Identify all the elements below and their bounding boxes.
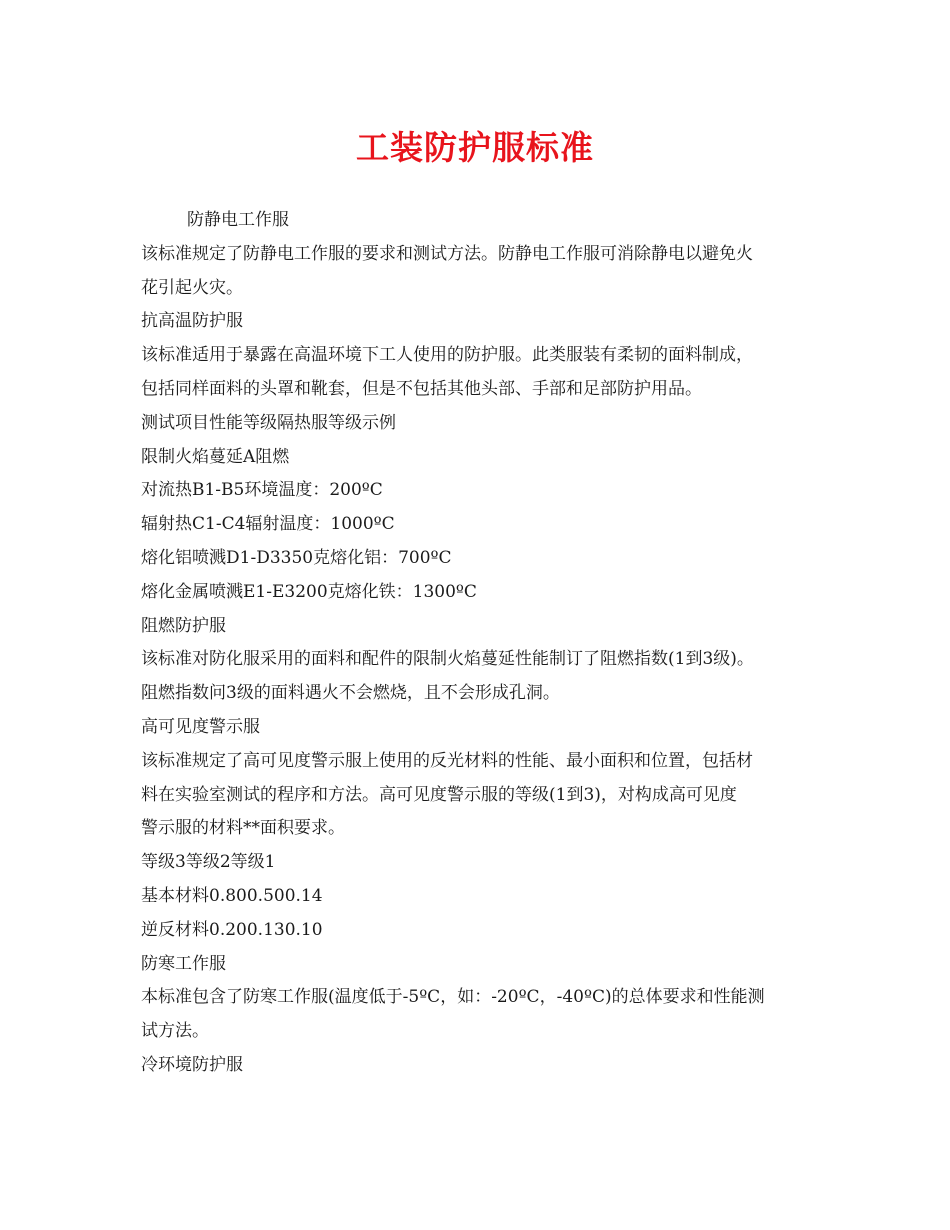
- paragraph-line: 阻燃指数问3级的面料遇火不会燃烧，且不会形成孔洞。: [141, 683, 560, 704]
- table-row-line: 熔化金属喷溅E1-E3200克熔化铁：1300ºC: [141, 581, 477, 602]
- paragraph-line: 料在实验室测试的程序和方法。高可见度警示服的等级(1到3)，对构成高可见度: [141, 784, 737, 805]
- table-row-line: 逆反材料0.200.130.10: [141, 919, 323, 940]
- section-heading: 抗高温防护服: [141, 311, 243, 332]
- paragraph-line: 花引起火灾。: [141, 277, 243, 298]
- paragraph-line: 该标准适用于暴露在高温环境下工人使用的防护服。此类服装有柔韧的面料制成，: [141, 345, 753, 366]
- section-heading: 冷环境防护服: [141, 1054, 243, 1075]
- section-heading: 阻燃防护服: [141, 615, 226, 636]
- table-row-line: 限制火焰蔓延A阻燃: [141, 446, 290, 467]
- paragraph-line: 该标准规定了高可见度警示服上使用的反光材料的性能、最小面积和位置，包括材: [141, 750, 753, 771]
- table-header-line: 等级3等级2等级1: [141, 852, 276, 873]
- paragraph-line: 警示服的材料**面积要求。: [141, 818, 345, 839]
- section-heading: 防静电工作服: [187, 210, 289, 230]
- paragraph-line: 该标准对防化服采用的面料和配件的限制火焰蔓延性能制订了阻燃指数(1到3级)。: [141, 649, 754, 670]
- table-row-line: 对流热B1-B5环境温度：200ºC: [141, 480, 383, 501]
- section-heading: 高可见度警示服: [141, 716, 260, 737]
- paragraph-line: 试方法。: [141, 1021, 209, 1042]
- table-header-line: 测试项目性能等级隔热服等级示例: [141, 412, 396, 433]
- document-body: [141, 204, 841, 1083]
- paragraph-line: 本标准包含了防寒工作服(温度低于-5ºC，如：-20ºC，-40ºC)的总体要求和性能测: [141, 987, 765, 1008]
- paragraph-line: 包括同样面料的头罩和靴套，但是不包括其他头部、手部和足部防护用品。: [141, 378, 702, 399]
- table-row-line: 辐射热C1-C4辐射温度：1000ºC: [141, 514, 395, 535]
- table-row-line: 基本材料0.800.500.14: [141, 885, 323, 906]
- table-row-line: 熔化铝喷溅D1-D3350克熔化铝：700ºC: [141, 547, 452, 568]
- section-heading: 防寒工作服: [141, 953, 226, 974]
- document-title: 工装防护服标准: [356, 128, 594, 167]
- paragraph-line: 该标准规定了防静电工作服的要求和测试方法。防静电工作服可消除静电以避免火: [141, 243, 753, 264]
